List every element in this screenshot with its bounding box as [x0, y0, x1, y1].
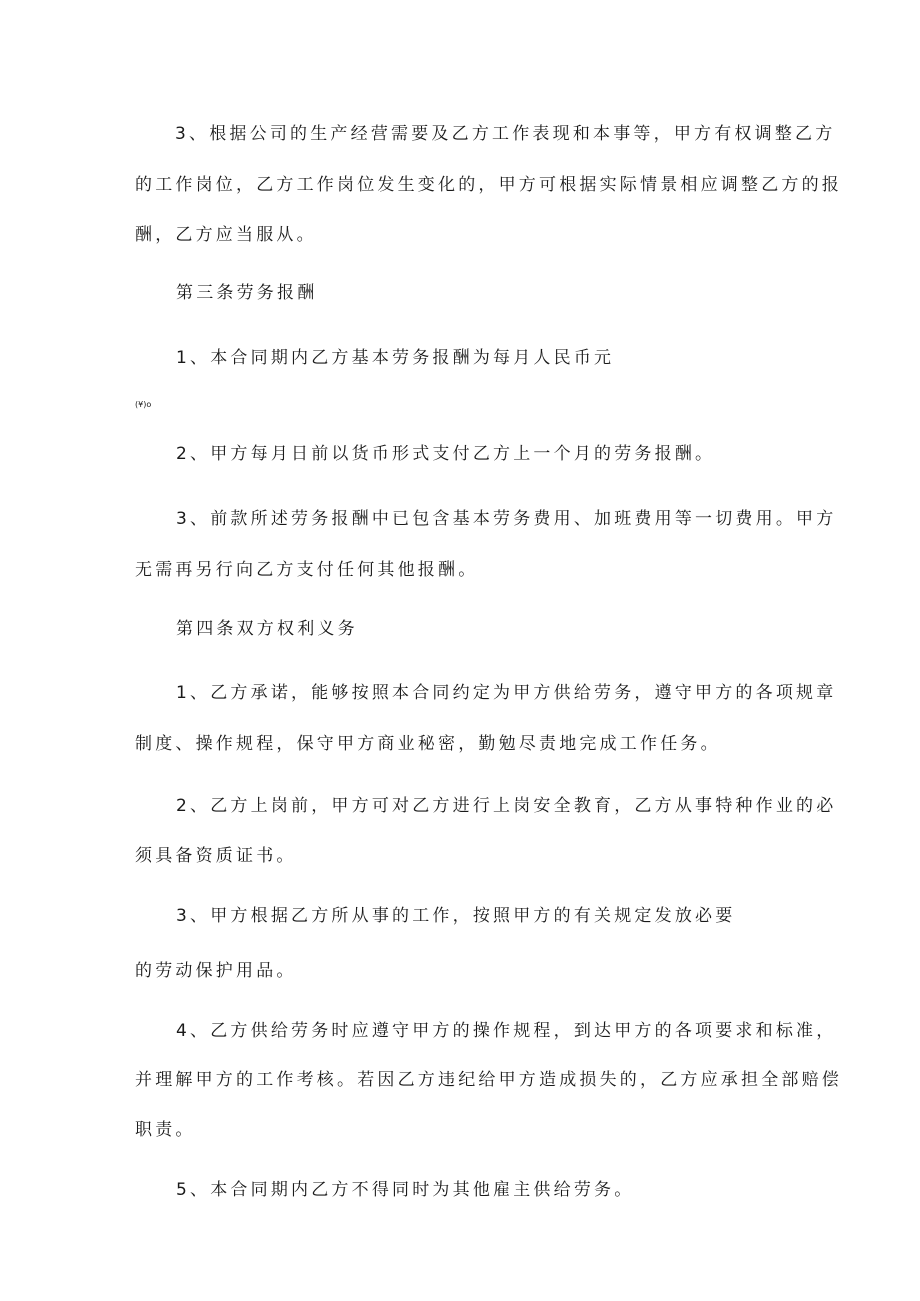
paragraph-line: 无需再另行向乙方支付任何其他报酬。	[135, 560, 479, 580]
paragraph-line: 的劳动保护用品。	[135, 961, 297, 981]
paragraph-line: (¥)o	[135, 400, 152, 409]
paragraph-line: 5、本合同期内乙方不得同时为其他雇主供给劳务。	[176, 1180, 635, 1200]
paragraph-line: 须具备资质证书。	[135, 846, 297, 866]
paragraph-line: 2、甲方每月日前以货币形式支付乙方上一个月的劳务报酬。	[176, 444, 716, 464]
paragraph-line: 3、前款所述劳务报酬中已包含基本劳务费用、加班费用等一切费用。甲方	[176, 509, 837, 529]
paragraph-line: 1、本合同期内乙方基本劳务报酬为每月人民币元	[176, 348, 615, 368]
paragraph-line: 职责。	[135, 1120, 196, 1140]
paragraph-line: 1、乙方承诺，能够按照本合同约定为甲方供给劳务，遵守甲方的各项规章	[176, 683, 837, 703]
paragraph-line: 2、乙方上岗前，甲方可对乙方进行上岗安全教育，乙方从事特种作业的必	[176, 796, 837, 816]
section-heading: 第三条劳务报酬	[176, 283, 318, 303]
paragraph-line: 3、根据公司的生产经营需要及乙方工作表现和本事等，甲方有权调整乙方	[175, 124, 836, 144]
paragraph-line: 酬，乙方应当服从。	[135, 225, 317, 245]
section-heading: 第四条双方权利义务	[176, 619, 358, 639]
paragraph-line: 制度、操作规程，保守甲方商业秘密，勤勉尽责地完成工作任务。	[135, 734, 721, 754]
paragraph-line: 4、乙方供给劳务时应遵守甲方的操作规程，到达甲方的各项要求和标准，	[176, 1021, 837, 1041]
paragraph-line: 的工作岗位，乙方工作岗位发生变化的，甲方可根据实际情景相应调整乙方的报	[135, 175, 842, 195]
paragraph-line: 并理解甲方的工作考核。若因乙方违纪给甲方造成损失的，乙方应承担全部赔偿	[135, 1070, 842, 1090]
paragraph-line: 3、甲方根据乙方所从事的工作，按照甲方的有关规定发放必要	[176, 906, 736, 926]
